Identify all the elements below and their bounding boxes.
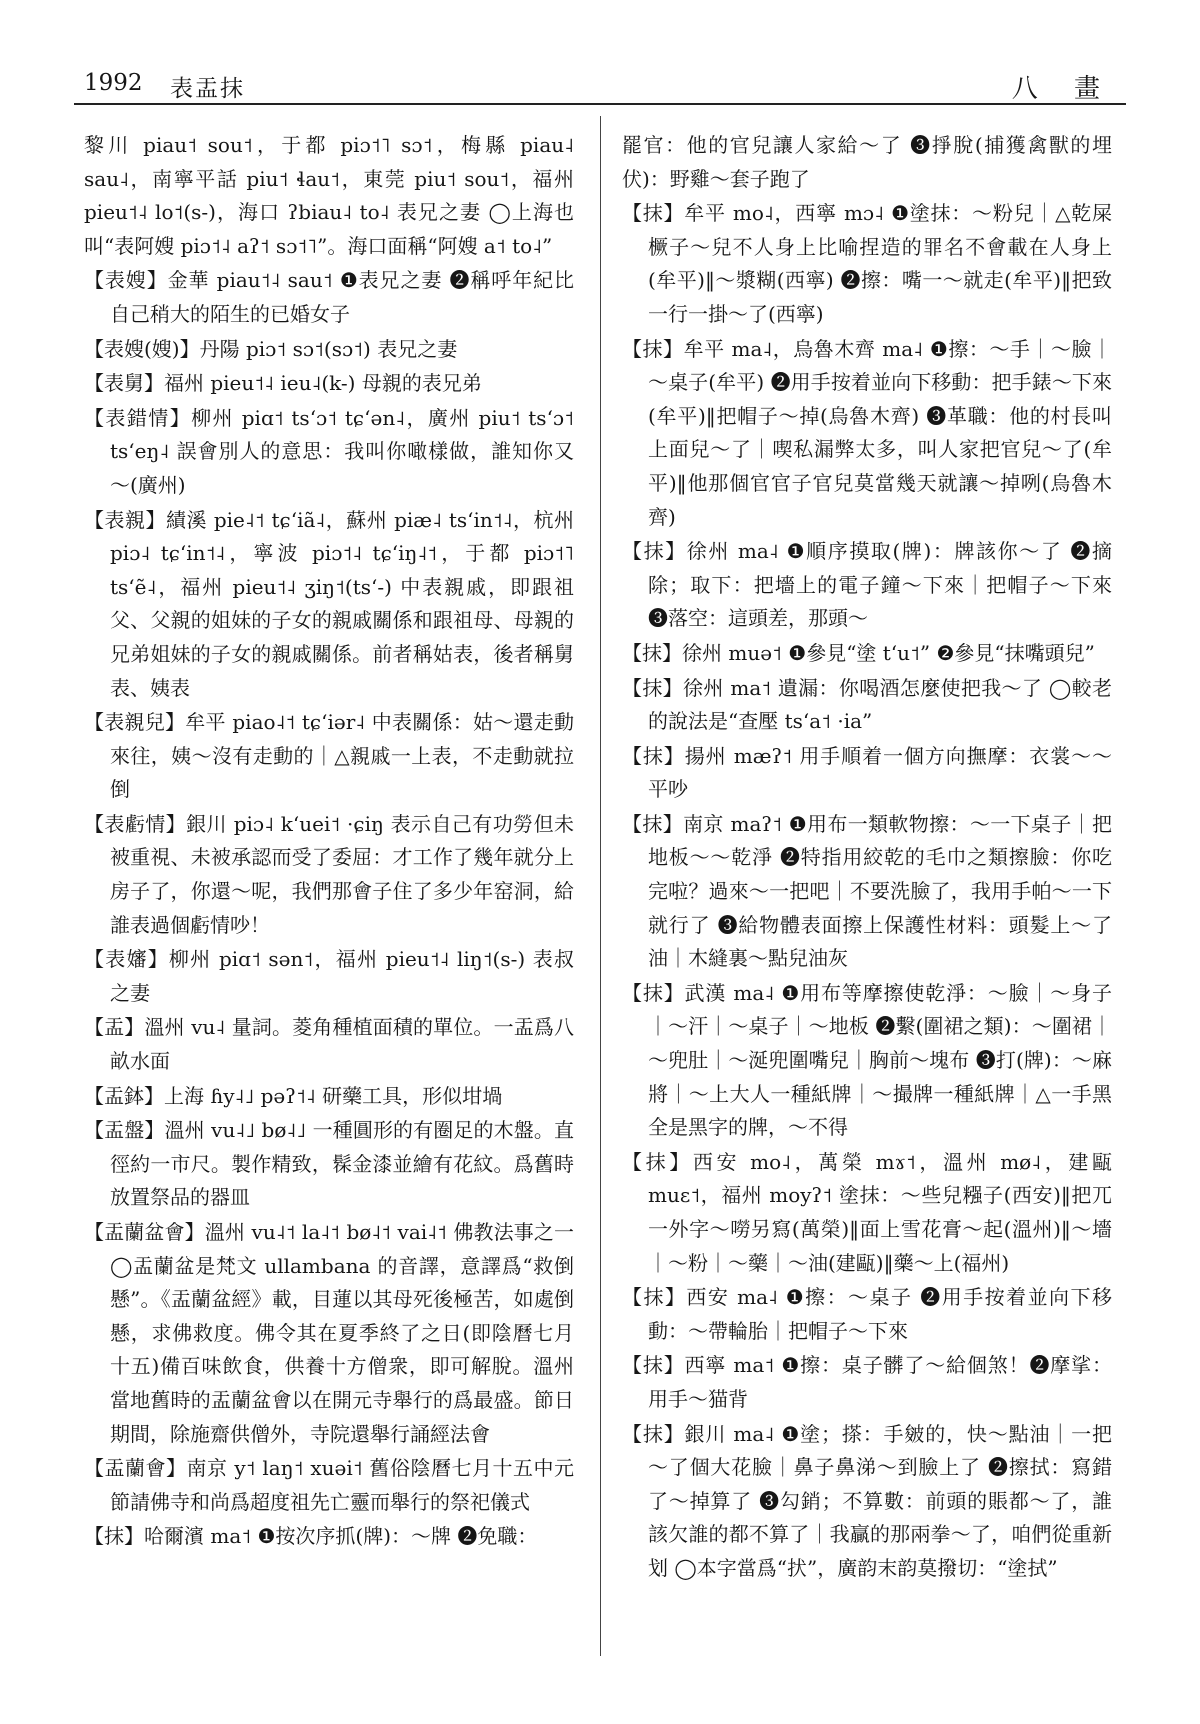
- dictionary-entry: 【盂蘭盆會】溫州 vu˨˦ la˨˦ bø˨˦ vai˨˦ 佛教法事之一 ◯盂蘭盆是梵文 ullambana 的音譯，意譯爲“救倒懸”。《盂蘭盆經》載，目蓮以其母死後極苦，如處倒懸，求佛救度。佛令其在夏季終了之日(即陰曆七月十五)備百味飲食，供養十方僧衆，即可解脫。溫州當地舊時的盂蘭盆會以在開元寺舉行的爲最盛。節日期間，除施齋供僧外，寺院還舉行誦經法會: [84, 1220, 574, 1446]
- dictionary-entry: 【抹】徐州 ma˦ 遺漏：你喝酒怎麼使把我～了 ◯較老的說法是“查壓 tsʻa˦ ·ia”: [622, 675, 1112, 734]
- dictionary-entry: 【抹】銀川 ma˨ ❶塗；搽：手皴的，快～點油｜一把～了個大花臉｜鼻子鼻涕～到臉上了 ❷擦拭：寫錯了～掉算了 ❸勾銷；不算數：前頭的賬都～了，誰該欠誰的都不算了｜我贏的那兩拳～了，咱們從重新划 ◯本字當爲“㧋”，廣韵末韵莫撥切：“塗拭”: [622, 1421, 1112, 1580]
- header-rule: [74, 103, 1126, 105]
- page-number: 1992: [84, 70, 143, 96]
- dictionary-entry: 【表嫂】金華 piau˦˨ sau˦ ❶表兄之妻 ❷稱呼年紀比自己稍大的陌生的已婚女子: [84, 268, 574, 326]
- right-column: [622, 129, 1112, 1587]
- dictionary-entry: 【盂盤】溫州 vu˨˩ bø˨˩ 一種圓形的有圈足的木盤。直徑約一市尺。製作精致，髹金漆並繪有花紋。爲舊時放置祭品的器皿: [84, 1118, 574, 1210]
- dictionary-entry: 【抹】牟平 ma˨，烏魯木齊 ma˨ ❶擦：～手｜～臉｜～桌子(牟平) ❷用手按着並向下移動：把手錶～下來(牟平)‖把帽子～掉(烏魯木齊) ❸革職：他的村長叫上面兒～了｜喫私漏弊太多，叫人家把官兒～了(牟平)‖他那個官官子官兒莫當幾天就讓～掉咧(烏魯木齊): [622, 336, 1112, 529]
- dictionary-entry: 【抹】哈爾濱 ma˦ ❶按次序抓(牌)：～牌 ❷免職：: [84, 1524, 538, 1549]
- dictionary-entry: 【表舅】福州 pieu˦˨ ieu˨(k-) 母親的表兄弟: [84, 371, 482, 396]
- dictionary-entry: 【抹】南京 maʔ˦ ❶用布一類軟物擦：～一下桌子｜把地板～～乾淨 ❷特指用絞乾的毛巾之類擦臉：你吃完啦？過來～一把吧｜不要洗臉了，我用手帕～一下就行了 ❸給物體表面擦上保護性材料：頭髮上～了油｜木縫裏～點兒油灰: [622, 811, 1112, 971]
- dictionary-entry: 【盂蘭會】南京 y˦ laŋ˦ xuəi˦ 舊俗陰曆七月十五中元節請佛寺和尚爲超度祖先亡靈而舉行的祭祀儀式: [84, 1456, 574, 1514]
- dictionary-entry: 【抹】武漢 ma˨ ❶用布等摩擦使乾淨：～臉｜～身子｜～汗｜～桌子｜～地板 ❷繫(圍裙之類)：～圍裙｜～兜肚｜～涎兜圍嘴兒｜胸前～塊布 ❸打(牌)：～麻將｜～上大人一種紙牌｜～撮牌一種紙牌｜△一手黑全是黑字的牌，～不得: [622, 980, 1112, 1140]
- dictionary-entry: 【盂鉢】上海 ɦy˨˩ pəʔ˦˨ 研藥工具，形似坩堝: [84, 1083, 503, 1108]
- dictionary-entry: 【抹】西安 mo˨，萬榮 mɤ˦，溫州 mø˨，建甌 muɛ˦，福州 moyʔ˦ 塗抹：～些兒糨子(西安)‖把兀一外字～嘮另寫(萬榮)‖面上雪花膏～起(溫州)‖～墻｜～粉｜～藥｜～油(建甌)‖藥～上(福州): [622, 1149, 1112, 1275]
- dictionary-entry: 【盂】溫州 vu˨ 量詞。菱角種植面積的單位。一盂爲八畝水面: [84, 1015, 574, 1074]
- page-header: [74, 66, 1126, 106]
- dictionary-entry: 罷官：他的官兒讓人家給～了 ❸掙脫(捕獲禽獸的埋伏)：野雞～套子跑了: [622, 133, 1112, 191]
- dictionary-entry: 【抹】牟平 mo˨，西寧 mɔ˨ ❶塗抹：～粉兒｜△乾屎橛子～兒不人身上比喻捏造的罪名不會載在人身上(牟平)‖～漿糊(西寧) ❷擦：嘴一～就走(牟平)‖把致一行一掛～了(西寧): [622, 201, 1112, 326]
- left-column: [84, 129, 574, 1555]
- dictionary-entry: 【表嫂(嫂)】丹陽 piɔ˦ sɔ˦(sɔ˦) 表兄之妻: [84, 336, 458, 361]
- dictionary-entry: 黎川 piau˦ sou˦，于都 piɔ˦˥ sɔ˦，梅縣 piau˨ sau˨，南寧平話 piu˦ ɬau˦，東莞 piu˦ sou˦，福州 pieu˦˨ lo˦(s-)，海口 ʔbiau˨ to˨ 表兄之妻 ◯上海也叫“表阿嫂 piɔ˦˨ aʔ˦ sɔ˦˥”。海口面稱“阿嫂 a˦ to˨”: [84, 133, 574, 258]
- dictionary-entry: 【表虧情】銀川 piɔ˨ kʻuei˦ ·ɕiŋ 表示自己有功勞但未被重視、未被承認而受了委屈：才工作了幾年就分上房子了，你還～呢，我們那會子住了多少年窑洞，給誰表過個虧情吵！: [84, 811, 574, 937]
- section-title: 八 畫: [1011, 74, 1114, 104]
- dictionary-entry: 【表嬸】柳州 piɑ˦ sən˦，福州 pieu˦˨ liŋ˦(s-) 表叔之妻: [84, 947, 574, 1005]
- dictionary-entry: 【抹】徐州 ma˨ ❶順序摸取(牌)：牌該你～了 ❷摘除；取下：把墻上的電子鐘～下來｜把帽子～下來 ❸落空：這頭差，那頭～: [622, 539, 1112, 631]
- dictionary-entry: 【抹】揚州 mæʔ˦ 用手順着一個方向撫摩：衣裳～～平吵: [622, 743, 1112, 802]
- dictionary-entry: 【表親】績溪 pie˨˦ tɕʻiã˨，蘇州 piæ˨ tsʻin˦˨，杭州 piɔ˨ tɕʻin˦˨，寧波 piɔ˦˨ tɕʻiŋ˨˦，于都 piɔ˦˥ tsʻẽ˨，福州 pieu˦˨ ʒiŋ˦(tsʻ-) 中表親戚，即跟祖父、父親的姐妹的子女的親戚關係和跟祖母、母親的兄弟姐妹的子女的親戚關係。前者稱姑表，後者稱舅表、姨表: [84, 507, 574, 700]
- dictionary-entry: 【表親兒】牟平 piao˨˦ tɕʻiər˨ 中表關係：姑～還走動來往，姨～沒有走動的｜△親戚一上表，不走動就拉倒: [84, 710, 574, 802]
- dictionary-entry: 【抹】西寧 ma˦ ❶擦：桌子髒了～給個煞！❷摩挲：用手～猫背: [622, 1353, 1112, 1411]
- column-divider: [600, 116, 601, 1656]
- dictionary-entry: 【抹】西安 ma˨ ❶擦：～桌子 ❷用手按着並向下移動：～帶輪胎｜把帽子～下來: [622, 1285, 1112, 1343]
- page-running-title: 表盂抹: [170, 76, 245, 102]
- dictionary-entry: 【表錯情】柳州 piɑ˦ tsʻɔ˦ tɕʻən˨，廣州 piu˦ tsʻɔ˦ tsʻeŋ˨ 誤會別人的意思：我叫你噉樣做，誰知你又～(廣州): [84, 405, 574, 497]
- dictionary-entry: 【抹】徐州 muə˦ ❶參見“塗 tʻu˦” ❷參見“抹嘴頭兒”: [622, 640, 1095, 665]
